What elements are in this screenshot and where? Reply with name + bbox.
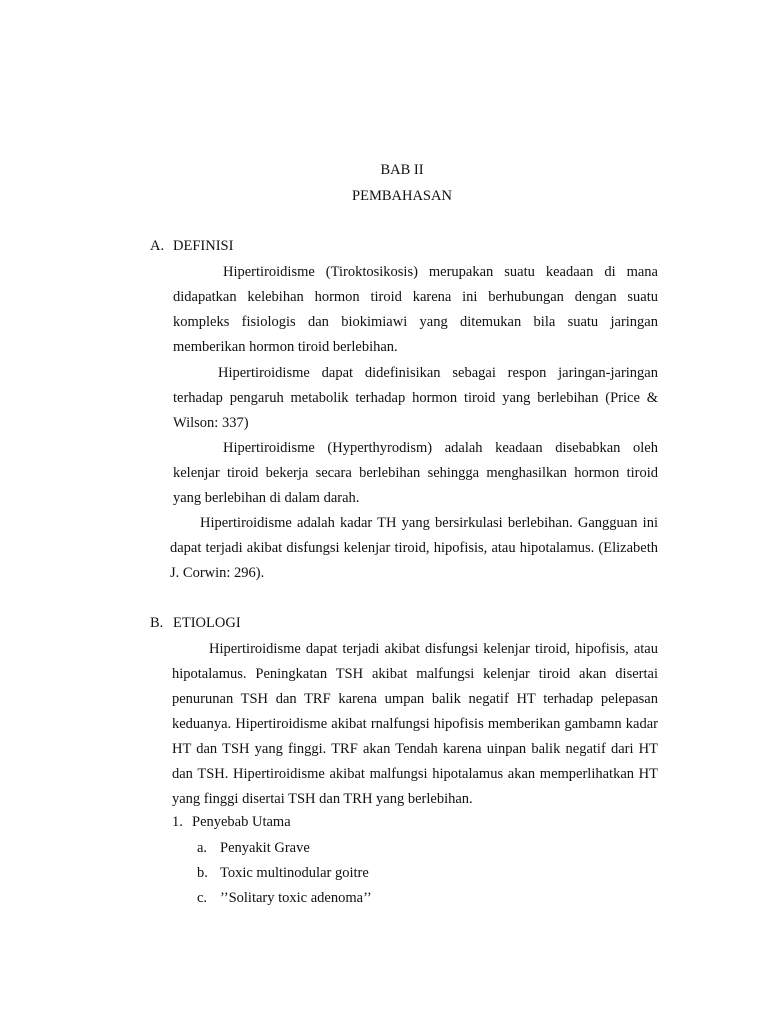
section-b-letter: B. — [150, 615, 164, 631]
section-b-heading — [150, 615, 241, 632]
list-item — [197, 890, 372, 907]
section-a-letter: A. — [150, 238, 165, 254]
definition-paragraph-1: Hipertiroidisme (Tiroktosikosis) merupakan suatu keadaan di mana didapatkan kelebihan hormon tiroid karena ini berhubungan dengan suatu kompleks fisiologis dan biokimiawi yang ditemukan bila suatu jaringan memberikan hormon tiroid berlebihan. — [173, 264, 658, 355]
numbered-list-item — [172, 814, 291, 831]
etiology-paragraph: Hipertiroidisme dapat terjadi akibat disfungsi kelenjar tiroid, hipofisis, atau hipotalamus. Peningkatan TSH akibat malfungsi kelenjar tiroid akan disertai penurunan TSH dan TRF karena umpan balik negatif HT terhadap pelepasan keduanya. Hipertiroidisme akibat rnalfungsi hipofisis memberikan gambamn kadar HT dan TSH yang finggi. TRF akan Tendah karena uinpan balik negatif dari HT dan TSH. Hipertiroidisme akibat malfungsi hipotalamus akan memperlihatkan HT yang finggi disertai TSH dan TRH yang berlebihan. — [172, 641, 658, 807]
list-item — [197, 865, 369, 882]
list-item-text: Toxic multinodular goitre — [220, 865, 369, 881]
definition-paragraph-4: Hipertiroidisme adalah kadar TH yang bersirkulasi berlebihan. Gangguan ini dapat terjadi akibat disfungsi kelenjar tiroid, hipofisis, atau hipotalamus. (Elizabeth J. Corwin: 296). — [170, 515, 658, 581]
list-item — [197, 840, 310, 857]
section-a-heading — [150, 238, 233, 255]
list-item-text: ’’Solitary toxic adenoma’’ — [220, 890, 372, 906]
list-item-letter: b. — [197, 865, 208, 881]
list-number: 1. — [172, 814, 183, 830]
section-a-title: DEFINISI — [173, 238, 234, 254]
list-item-letter: c. — [197, 890, 208, 906]
chapter-title: PEMBAHASAN — [352, 188, 452, 204]
definition-paragraph-3: Hipertiroidisme (Hyperthyrodism) adalah keadaan disebabkan oleh kelenjar tiroid bekerja secara berlebihan sehingga menghasilkan hormon tiroid yang berlebihan di dalam darah. — [173, 440, 658, 506]
section-b-title: ETIOLOGI — [173, 615, 241, 631]
list-title: Penyebab Utama — [192, 814, 291, 830]
chapter-number: BAB II — [380, 162, 424, 178]
list-item-text: Penyakit Grave — [220, 840, 310, 856]
definition-paragraph-2: Hipertiroidisme dapat didefinisikan sebagai respon jaringan-jaringan terhadap pengaruh metabolik terhadap hormon tiroid yang berlebihan (Price & Wilson: 337) — [173, 365, 658, 431]
list-item-letter: a. — [197, 840, 208, 856]
